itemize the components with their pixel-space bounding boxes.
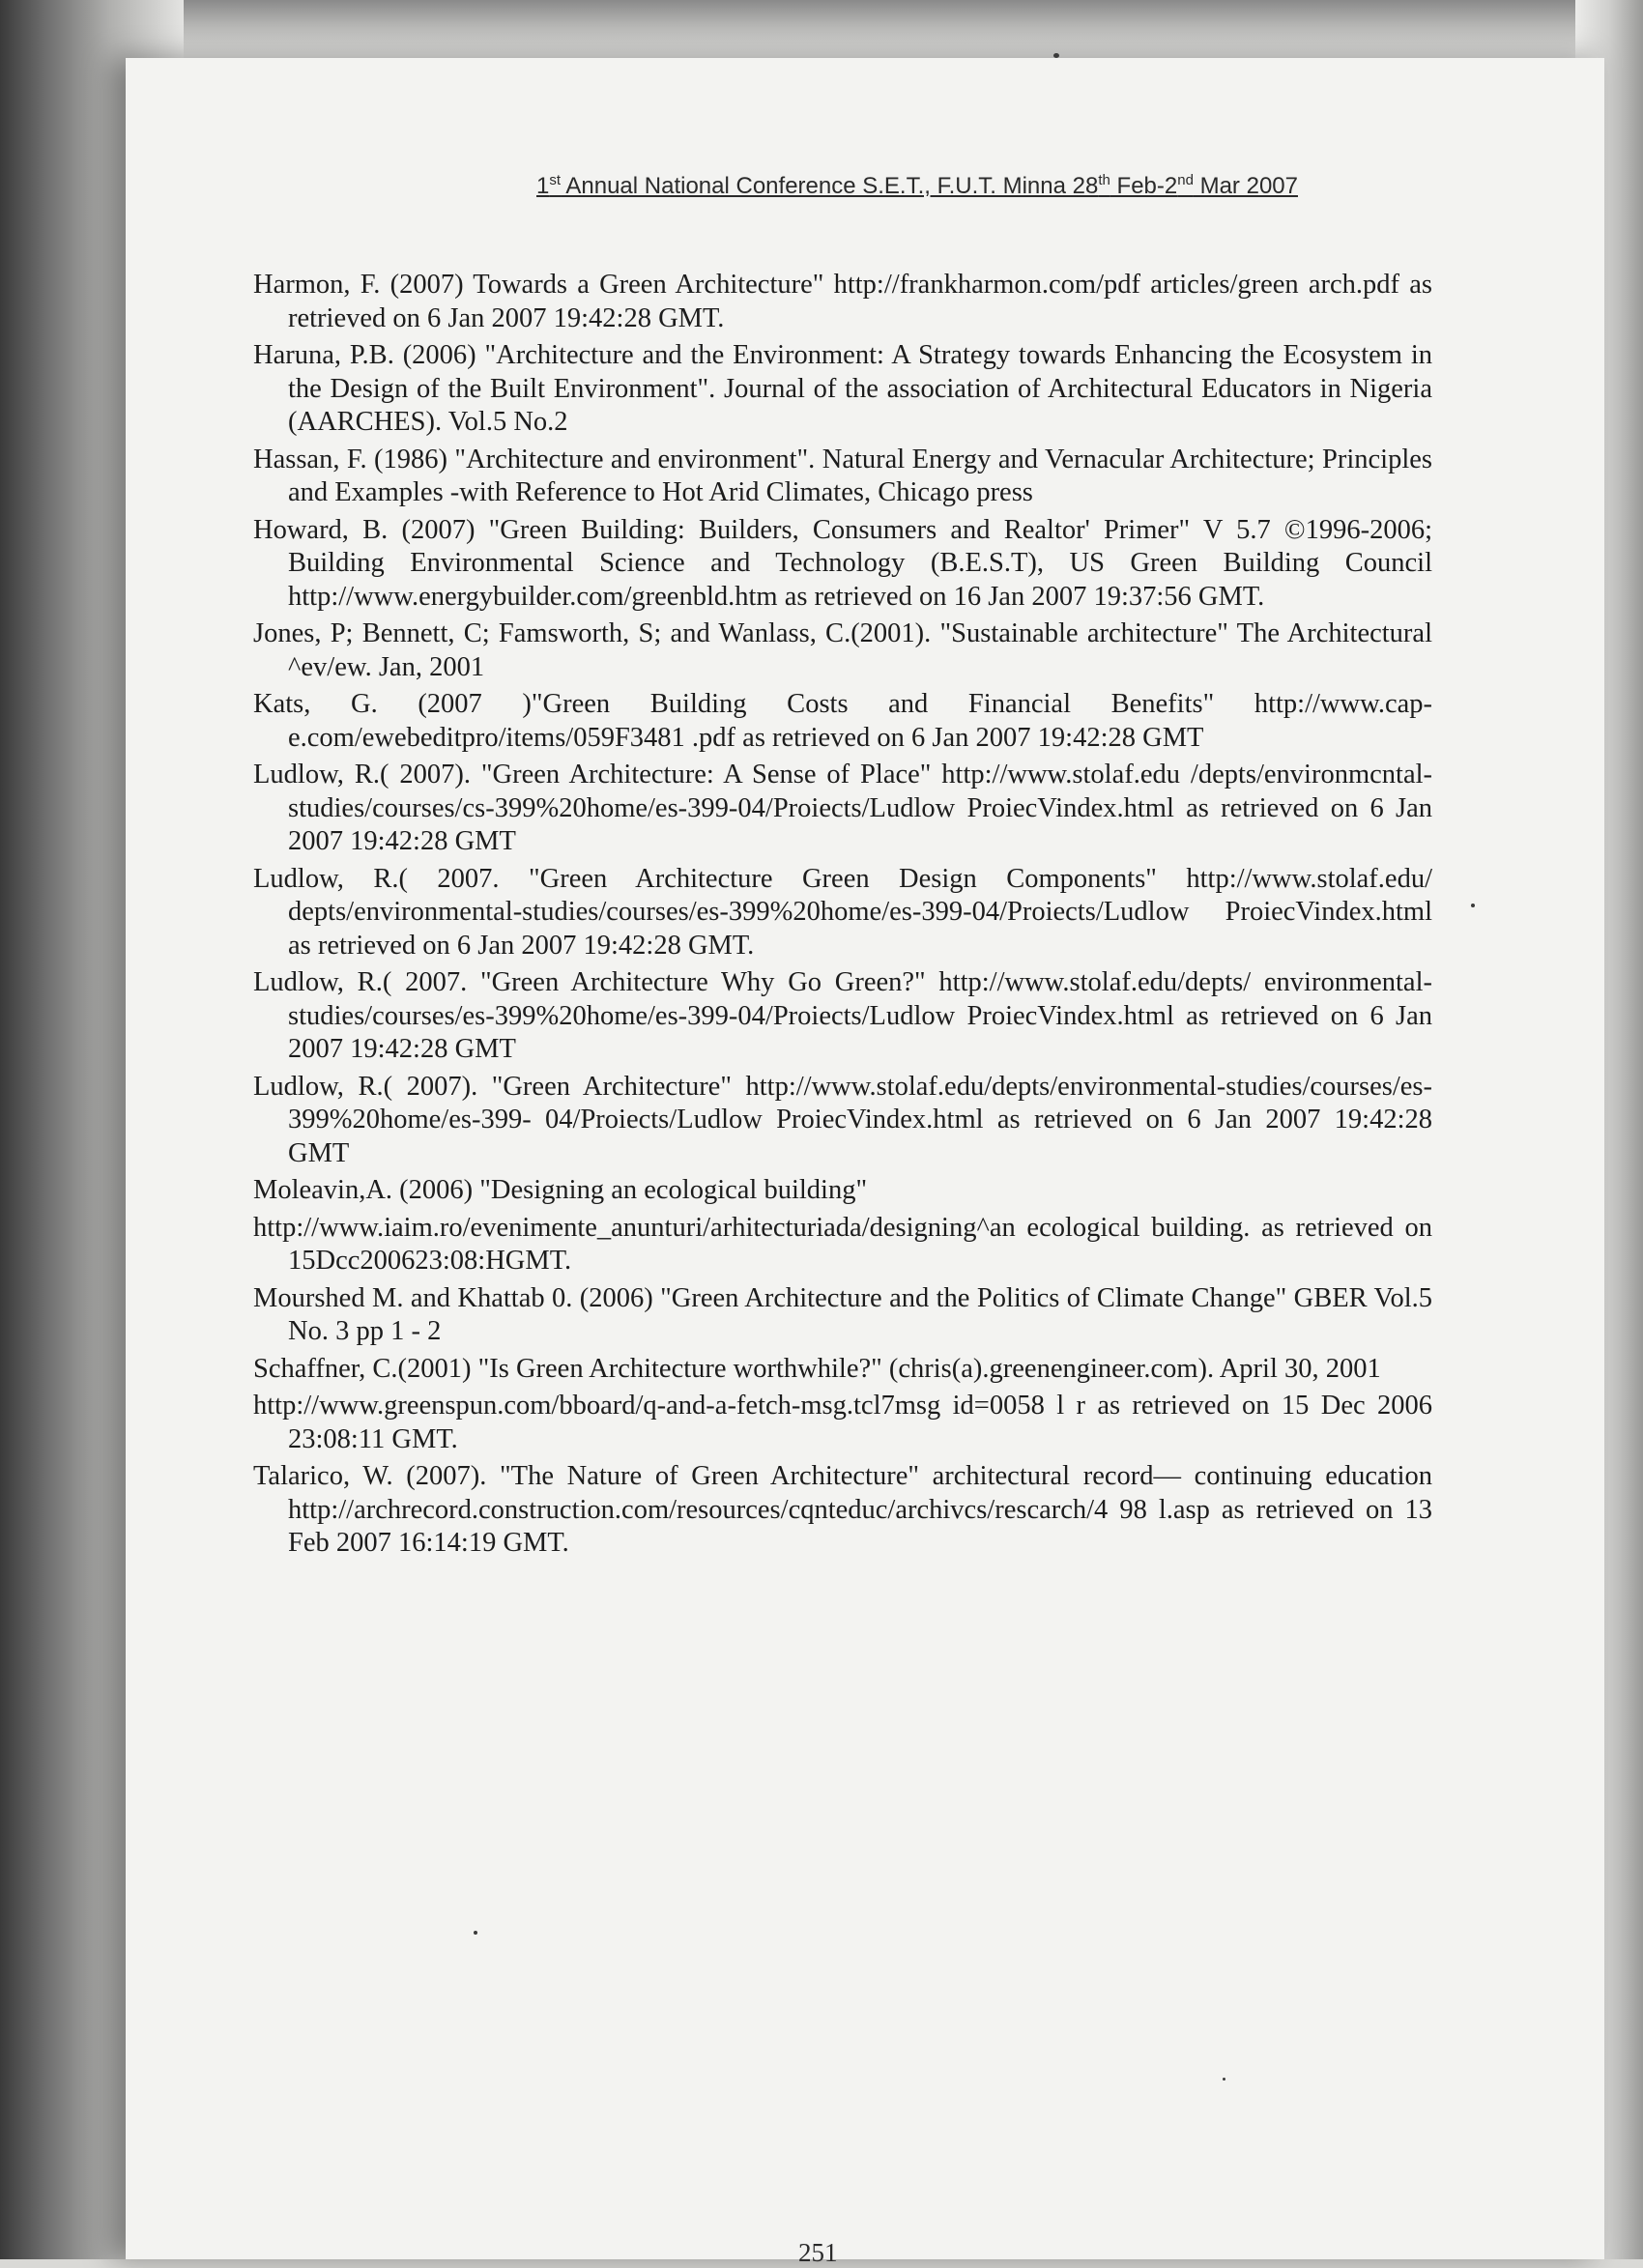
reference-entry: Moleavin,A. (2006) "Designing an ecological building" — [253, 1175, 868, 1205]
reference-entry: http://www.iaim.ro/evenimente_anunturi/arhitecturiada/designing^an ecological building. as retrieved on 15Dcc200623:08:HGMT. — [253, 1212, 1432, 1276]
reference-entry: Ludlow, R.( 2007. "Green Architecture Why Go Green?" http://www.stolaf.edu/depts/ environmental-studies/courses/es-399%20home/es-399-04/Proiects/Ludlow ProiecVindex.html as retrieved on 6 Jan 2007 19:42:28 GMT — [253, 967, 1432, 1064]
header-sup-3: nd — [1177, 172, 1194, 188]
running-header — [536, 172, 1435, 200]
reference-entry: Talarico, W. (2007). "The Nature of Green Architecture" architectural record— continuing education http://archrecord.construction.com/resources/cqnteduc/archivcs/rescarch/4 98 l.asp as retrieved on 13 Feb 2007 16:14:19 GMT. — [253, 1461, 1432, 1558]
scan-speck — [1471, 904, 1475, 907]
scan-speck — [474, 1931, 477, 1935]
reference-entry: Haruna, P.B. (2006) "Architecture and the Environment: A Strategy towards Enhancing the Ecosystem in the Design of the Built Environment". Journal of the association of Architectural Educators in Nigeria (AARCHES). Vol.5 No.2 — [253, 340, 1432, 437]
reference-entry: Mourshed M. and Khattab 0. (2006) "Green Architecture and the Politics of Climate Change" GBER Vol.5 No. 3 pp 1 - 2 — [253, 1282, 1432, 1346]
scan-speck — [1223, 2078, 1225, 2081]
reference-entry: Jones, P; Bennett, C; Famsworth, S; and Wanlass, C.(2001). "Sustainable architecture" The Architectural ^ev/ew. Jan, 2001 — [253, 618, 1432, 682]
reference-entry: Howard, B. (2007) "Green Building: Builders, Consumers and Realtor' Primer" V 5.7 ©1996-2006; Building Environmental Science and Technology (B.E.S.T), US Green Building Council http://www.energybuilder.com/greenbld.htm as retrieved on 16 Jan 2007 19:37:56 GMT. — [253, 514, 1432, 612]
reference-entry: Ludlow, R.( 2007). "Green Architecture" http://www.stolaf.edu/depts/environmental-studies/courses/es-399%20home/es-399- 04/Proiects/Ludlow ProiecVindex.html as retrieved on 6 Jan 2007 19:42:28 GMT — [253, 1071, 1432, 1168]
scan-speck — [1053, 53, 1059, 58]
reference-entry: Ludlow, R.( 2007. "Green Architecture Green Design Components" http://www.stolaf.edu/ depts/environmental-studies/courses/es-399%20home/es-399-04/Proiects/Ludlow ProiecVindex.html as retrieved on 6 Jan 2007 19:42:28 GMT. — [253, 863, 1432, 961]
header-text-1: 1 — [536, 173, 550, 199]
reference-entry: Kats, G. (2007 )"Green Building Costs and Financial Benefits" http://www.cap-e.com/ewebeditpro/items/059F3481 .pdf as retrieved on 6 Jan 2007 19:42:28 GMT — [253, 689, 1432, 753]
reference-entry: Harmon, F. (2007) Towards a Green Architecture" http://frankharmon.com/pdf articles/green arch.pdf as retrieved on 6 Jan 2007 19:42:28 GMT. — [253, 270, 1432, 333]
reference-entry: Schaffner, C.(2001) "Is Green Architecture worthwhile?" (chris(a).greenengineer.com). April 30, 2001 — [253, 1353, 1381, 1384]
header-text-4: Mar 2007 — [1193, 173, 1298, 199]
header-sup-1: st — [549, 172, 562, 188]
header-sup-2: th — [1098, 172, 1110, 188]
reference-list — [253, 269, 1432, 1565]
header-text-3: Feb-2 — [1110, 173, 1178, 199]
reference-entry: http://www.greenspun.com/bboard/q-and-a-fetch-msg.tcl7msg id=0058 l r as retrieved on 15 Dec 2006 23:08:11 GMT. — [253, 1391, 1432, 1454]
reference-entry: Hassan, F. (1986) "Architecture and environment". Natural Energy and Vernacular Architecture; Principles and Examples -with Reference to Hot Arid Climates, Chicago press — [253, 444, 1432, 507]
page-number: 251 — [798, 2238, 838, 2267]
reference-entry: Ludlow, R.( 2007). "Green Architecture: A Sense of Place" http://www.stolaf.edu /depts/environmcntal-studies/courses/cs-399%20home/es-399-04/Proiects/Ludlow ProiecVindex.html as retrieved on 6 Jan 2007 19:42:28 GMT — [253, 760, 1432, 856]
header-text-2: Annual National Conference S.E.T., F.U.T. Minna 28 — [561, 173, 1099, 199]
